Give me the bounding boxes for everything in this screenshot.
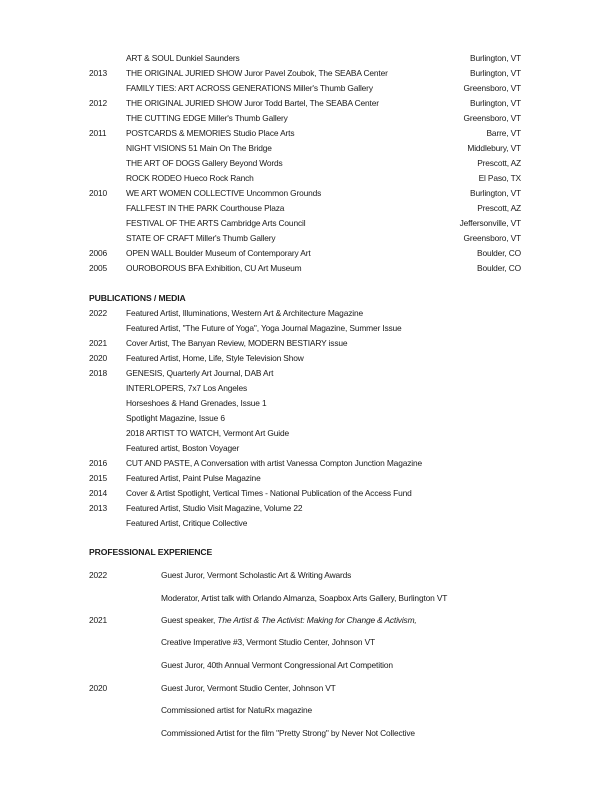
experience-text: Commissioned artist for NatuRx magazine bbox=[161, 705, 313, 715]
experience-text: Commissioned Artist for the film "Pretty Strong" by Never Not Collective bbox=[161, 728, 415, 738]
experience-year: 2021 bbox=[89, 615, 108, 625]
experience-year: 2022 bbox=[89, 570, 108, 580]
experience-heading: PROFESSIONAL EXPERIENCE bbox=[89, 547, 213, 557]
exhibition-title: THE ORIGINAL JURIED SHOW Juror Pavel Zoubok, The SEABA Center bbox=[126, 68, 388, 78]
exhibition-title: FESTIVAL OF THE ARTS Cambridge Arts Council bbox=[126, 218, 306, 228]
publication-year: 2020 bbox=[89, 353, 108, 363]
exhibition-title: FALLFEST IN THE PARK Courthouse Plaza bbox=[126, 203, 285, 213]
experience-text: Guest Juror, Vermont Scholastic Art & Writing Awards bbox=[161, 570, 352, 580]
publication-text: INTERLOPERS, 7x7 Los Angeles bbox=[126, 383, 248, 393]
exhibition-title: NIGHT VISIONS 51 Main On The Bridge bbox=[126, 143, 272, 153]
exhibition-title: OPEN WALL Boulder Museum of Contemporary Art bbox=[126, 248, 311, 258]
exhibition-location: Burlington, VT bbox=[470, 98, 521, 108]
exhibition-location: Boulder, CO bbox=[477, 263, 521, 273]
exhibition-location: Burlington, VT bbox=[470, 68, 521, 78]
publication-text: Horseshoes & Hand Grenades, Issue 1 bbox=[126, 398, 267, 408]
exhibition-year: 2006 bbox=[89, 248, 108, 258]
exhibition-year: 2013 bbox=[89, 68, 108, 78]
publication-text: GENESIS, Quarterly Art Journal, DAB Art bbox=[126, 368, 274, 378]
exhibition-location: Middlebury, VT bbox=[467, 143, 521, 153]
publication-year: 2014 bbox=[89, 488, 108, 498]
experience-text: Guest Juror, Vermont Studio Center, Johnson VT bbox=[161, 683, 336, 693]
publication-year: 2015 bbox=[89, 473, 108, 483]
exhibition-location: Prescott, AZ bbox=[477, 158, 521, 168]
publication-text: Cover Artist, The Banyan Review, MODERN BESTIARY issue bbox=[126, 338, 348, 348]
publication-text: Featured Artist, Studio Visit Magazine, Volume 22 bbox=[126, 503, 303, 513]
exhibition-location: Burlington, VT bbox=[470, 53, 521, 63]
exhibition-title: POSTCARDS & MEMORIES Studio Place Arts bbox=[126, 128, 295, 138]
publication-text: Spotlight Magazine, Issue 6 bbox=[126, 413, 225, 423]
exhibition-location: Greensboro, VT bbox=[463, 113, 521, 123]
experience-text: Creative Imperative #3, Vermont Studio Center, Johnson VT bbox=[161, 637, 375, 647]
exhibition-title: STATE OF CRAFT Miller's Thumb Gallery bbox=[126, 233, 276, 243]
experience-text-wrap bbox=[161, 615, 417, 625]
exhibition-title: THE CUTTING EDGE Miller's Thumb Gallery bbox=[126, 113, 288, 123]
exhibition-title: ROCK RODEO Hueco Rock Ranch bbox=[126, 173, 254, 183]
exhibition-year: 2012 bbox=[89, 98, 108, 108]
publication-text: Featured Artist, Illuminations, Western Art & Architecture Magazine bbox=[126, 308, 363, 318]
publication-text: Featured Artist, Home, Life, Style Television Show bbox=[126, 353, 304, 363]
exhibition-location: Prescott, AZ bbox=[477, 203, 521, 213]
publication-text: Featured Artist, Paint Pulse Magazine bbox=[126, 473, 261, 483]
publication-year: 2018 bbox=[89, 368, 108, 378]
publications-heading: PUBLICATIONS / MEDIA bbox=[89, 293, 186, 303]
experience-year: 2020 bbox=[89, 683, 108, 693]
publication-text: Featured Artist, Critique Collective bbox=[126, 518, 248, 528]
exhibition-year: 2011 bbox=[89, 128, 107, 138]
exhibition-year: 2010 bbox=[89, 188, 108, 198]
exhibition-title: FAMILY TIES: ART ACROSS GENERATIONS Miller's Thumb Gallery bbox=[126, 83, 373, 93]
exhibition-location: Jeffersonville, VT bbox=[459, 218, 521, 228]
exhibition-location: Greensboro, VT bbox=[463, 83, 521, 93]
exhibition-location: Greensboro, VT bbox=[463, 233, 521, 243]
publication-year: 2021 bbox=[89, 338, 108, 348]
experience-text: Guest speaker, bbox=[161, 615, 216, 625]
publication-text: CUT AND PASTE, A Conversation with artist Vanessa Compton Junction Magazine bbox=[126, 458, 422, 468]
experience-text: Guest Juror, 40th Annual Vermont Congressional Art Competition bbox=[161, 660, 393, 670]
publication-year: 2016 bbox=[89, 458, 108, 468]
exhibition-location: Burlington, VT bbox=[470, 188, 521, 198]
publication-text: 2018 ARTIST TO WATCH, Vermont Art Guide bbox=[126, 428, 289, 438]
exhibition-title: THE ART OF DOGS Gallery Beyond Words bbox=[126, 158, 283, 168]
experience-text: Moderator, Artist talk with Orlando Almanza, Soapbox Arts Gallery, Burlington VT bbox=[161, 593, 448, 603]
exhibition-title: WE ART WOMEN COLLECTIVE Uncommon Grounds bbox=[126, 188, 322, 198]
exhibition-year: 2005 bbox=[89, 263, 108, 273]
exhibition-title: ART & SOUL Dunkiel Saunders bbox=[126, 53, 240, 63]
exhibition-location: El Paso, TX bbox=[478, 173, 521, 183]
exhibition-location: Barre, VT bbox=[486, 128, 521, 138]
experience-italic-title: The Artist & The Activist: Making for Change & Activism, bbox=[217, 615, 417, 625]
publication-year: 2013 bbox=[89, 503, 108, 513]
exhibition-title: THE ORIGINAL JURIED SHOW Juror Todd Bartel, The SEABA Center bbox=[126, 98, 379, 108]
exhibition-location: Boulder, CO bbox=[477, 248, 521, 258]
publication-text: Featured artist, Boston Voyager bbox=[126, 443, 240, 453]
exhibition-title: OUROBOROUS BFA Exhibition, CU Art Museum bbox=[126, 263, 302, 273]
publication-year: 2022 bbox=[89, 308, 108, 318]
publication-text: Cover & Artist Spotlight, Vertical Times - National Publication of the Access Fund bbox=[126, 488, 412, 498]
publication-text: Featured Artist, "The Future of Yoga", Yoga Journal Magazine, Summer Issue bbox=[126, 323, 402, 333]
